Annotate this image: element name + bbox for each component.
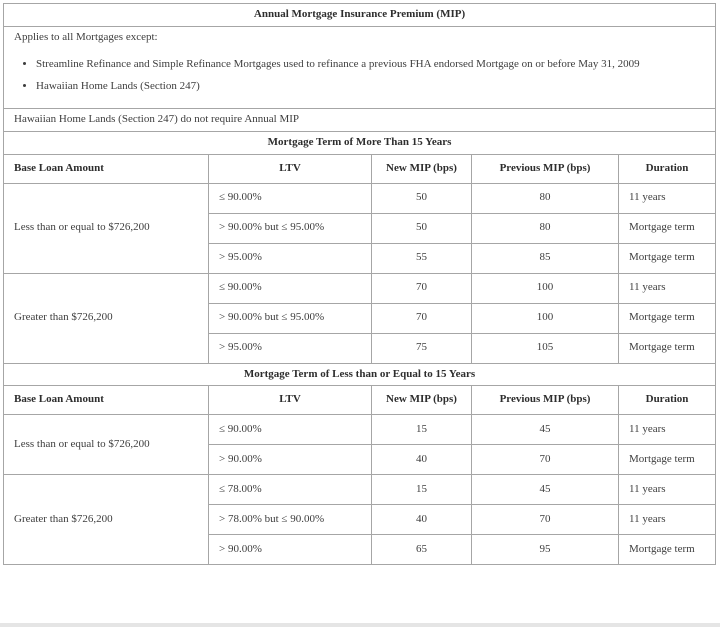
table-row xyxy=(4,273,716,303)
section-heading-row xyxy=(4,363,716,386)
document-page xyxy=(0,3,720,627)
section-heading-less-than-equal-15-years: Mortgage Term of Less than or Equal to 15 Years xyxy=(4,363,716,386)
column-header-previous-mip: Previous MIP (bps) xyxy=(472,386,619,415)
table-row xyxy=(4,415,716,445)
column-header-previous-mip: Previous MIP (bps) xyxy=(472,154,619,183)
title-row xyxy=(4,4,716,27)
duration-cell: Mortgage term xyxy=(619,333,716,363)
mip-table xyxy=(3,3,716,565)
new-mip-cell: 15 xyxy=(372,475,472,505)
ltv-cell: > 95.00% xyxy=(209,333,372,363)
previous-mip-cell: 80 xyxy=(472,183,619,213)
column-header-base-loan-amount: Base Loan Amount xyxy=(4,154,209,183)
notes-cell xyxy=(4,26,716,108)
duration-cell: 11 years xyxy=(619,273,716,303)
ltv-cell: ≤ 90.00% xyxy=(209,415,372,445)
column-header-duration: Duration xyxy=(619,386,716,415)
ltv-cell: > 90.00% xyxy=(209,535,372,565)
previous-mip-cell: 80 xyxy=(472,213,619,243)
previous-mip-cell: 45 xyxy=(472,415,619,445)
duration-cell: 11 years xyxy=(619,415,716,445)
ltv-cell: ≤ 90.00% xyxy=(209,183,372,213)
ltv-cell: > 90.00% but ≤ 95.00% xyxy=(209,303,372,333)
new-mip-cell: 15 xyxy=(372,415,472,445)
column-header-row xyxy=(4,386,716,415)
previous-mip-cell: 70 xyxy=(472,505,619,535)
column-header-ltv: LTV xyxy=(209,386,372,415)
page-bottom-edge xyxy=(0,623,720,627)
column-header-new-mip: New MIP (bps) xyxy=(372,386,472,415)
notes-row xyxy=(4,26,716,108)
hawaiian-note-row xyxy=(4,109,716,132)
ltv-cell: ≤ 90.00% xyxy=(209,273,372,303)
new-mip-cell: 75 xyxy=(372,333,472,363)
previous-mip-cell: 85 xyxy=(472,243,619,273)
table-row xyxy=(4,183,716,213)
base-loan-amount-cell: Greater than $726,200 xyxy=(4,475,209,565)
hawaiian-note: Hawaiian Home Lands (Section 247) do not require Annual MIP xyxy=(4,109,716,132)
duration-cell: Mortgage term xyxy=(619,535,716,565)
column-header-base-loan-amount: Base Loan Amount xyxy=(4,386,209,415)
column-header-new-mip: New MIP (bps) xyxy=(372,154,472,183)
base-loan-amount-cell: Less than or equal to $726,200 xyxy=(4,183,209,273)
page-title: Annual Mortgage Insurance Premium (MIP) xyxy=(4,4,716,27)
new-mip-cell: 50 xyxy=(372,213,472,243)
duration-cell: 11 years xyxy=(619,505,716,535)
section-heading-more-than-15-years: Mortgage Term of More Than 15 Years xyxy=(4,131,716,154)
base-loan-amount-cell: Less than or equal to $726,200 xyxy=(4,415,209,475)
column-header-duration: Duration xyxy=(619,154,716,183)
exception-item-hawaiian: • Hawaiian Home Lands (Section 247) xyxy=(36,80,705,94)
ltv-cell: > 95.00% xyxy=(209,243,372,273)
column-header-row xyxy=(4,154,716,183)
column-header-ltv: LTV xyxy=(209,154,372,183)
previous-mip-cell: 45 xyxy=(472,475,619,505)
new-mip-cell: 55 xyxy=(372,243,472,273)
ltv-cell: > 90.00% but ≤ 95.00% xyxy=(209,213,372,243)
new-mip-cell: 50 xyxy=(372,183,472,213)
exceptions-list xyxy=(14,58,705,95)
section-heading-row xyxy=(4,131,716,154)
new-mip-cell: 65 xyxy=(372,535,472,565)
duration-cell: Mortgage term xyxy=(619,303,716,333)
ltv-cell: > 90.00% xyxy=(209,445,372,475)
duration-cell: Mortgage term xyxy=(619,213,716,243)
new-mip-cell: 40 xyxy=(372,505,472,535)
previous-mip-cell: 105 xyxy=(472,333,619,363)
previous-mip-cell: 100 xyxy=(472,273,619,303)
notes-intro: Applies to all Mortgages except: xyxy=(14,30,158,43)
previous-mip-cell: 100 xyxy=(472,303,619,333)
duration-cell: 11 years xyxy=(619,475,716,505)
ltv-cell: > 78.00% but ≤ 90.00% xyxy=(209,505,372,535)
new-mip-cell: 70 xyxy=(372,273,472,303)
duration-cell: Mortgage term xyxy=(619,243,716,273)
new-mip-cell: 70 xyxy=(372,303,472,333)
previous-mip-cell: 70 xyxy=(472,445,619,475)
exception-item-streamline: • Streamline Refinance and Simple Refinance Mortgages used to refinance a previous FHA endorsed Mortgage on or before May 31, 2009 xyxy=(36,58,705,72)
table-row xyxy=(4,475,716,505)
ltv-cell: ≤ 78.00% xyxy=(209,475,372,505)
new-mip-cell: 40 xyxy=(372,445,472,475)
duration-cell: 11 years xyxy=(619,183,716,213)
duration-cell: Mortgage term xyxy=(619,445,716,475)
previous-mip-cell: 95 xyxy=(472,535,619,565)
base-loan-amount-cell: Greater than $726,200 xyxy=(4,273,209,363)
